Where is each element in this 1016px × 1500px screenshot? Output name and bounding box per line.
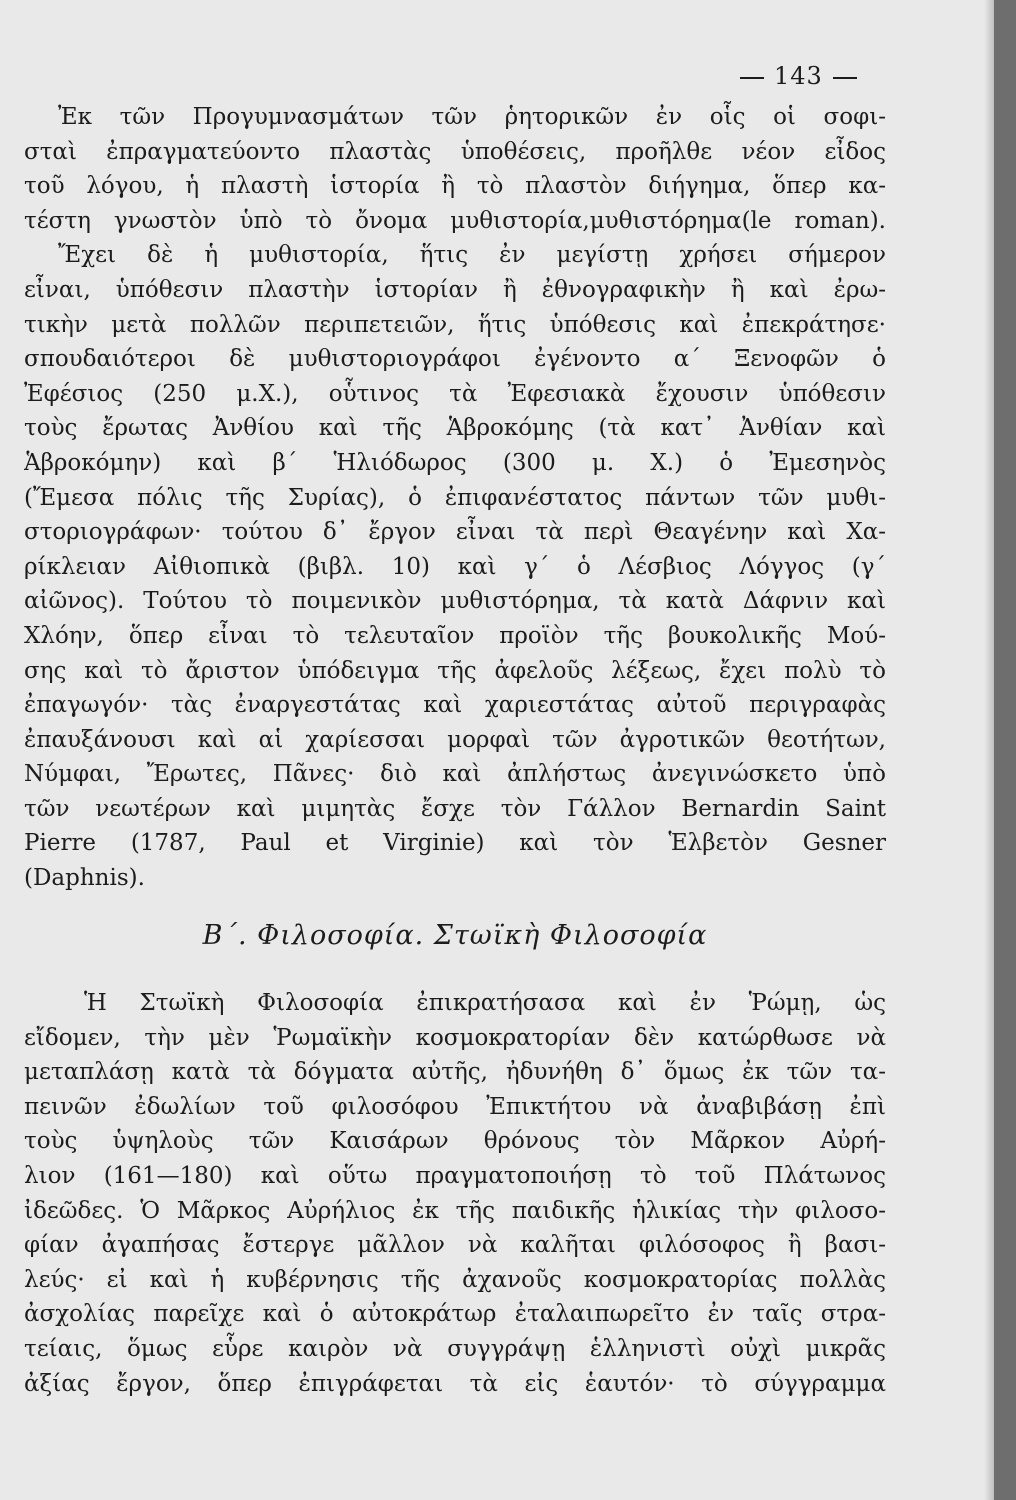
page-number-dash-right: [833, 77, 857, 79]
text-line: αἰῶνος). Τούτου τὸ ποιμενικὸν μυθιστόρημα, τὰ κατὰ Δάφνιν καὶ: [24, 588, 886, 615]
text-line: Ἐφέσιος (250 μ.Χ.), οὗτινος τὰ Ἐφεσιακὰ ἔχουσιν ὑπόθεσιν: [24, 380, 886, 407]
page-number-dash-left: [740, 77, 764, 79]
text-line: τέστη γνωστὸν ὑπὸ τὸ ὄνομα μυθιστορία,μυθιστόρημα(le roman).: [24, 207, 886, 234]
text-line: ἰδεῶδες. Ὁ Μᾶρκος Αὐρήλιος ἐκ τῆς παιδικῆς ἡλικίας τὴν φιλοσο-: [24, 1197, 886, 1224]
text-line: (Ἔμεσα πόλις τῆς Συρίας), ὁ ἐπιφανέστατος πάντων τῶν μυθι-: [24, 484, 886, 511]
text-line: φίαν ἀγαπήσας ἔστεργε μᾶλλον νὰ καλῆται φιλόσοφος ἢ βασι-: [24, 1232, 886, 1259]
text-line: ἀξίας ἔργον, ὅπερ ἐπιγράφεται τὰ εἰς ἑαυτόν· τὸ σύγγραμμα: [24, 1370, 886, 1397]
text-line: ἐπαυξάνουσι καὶ αἱ χαρίεσσαι μορφαὶ τῶν ἀγροτικῶν θεοτήτων,: [24, 726, 886, 753]
text-line: λιον (161—180) καὶ οὕτω πραγματοποιήσῃ τὸ τοῦ Πλάτωνος: [24, 1162, 886, 1189]
text-line: Νύμφαι, Ἔρωτες, Πᾶνες· διὸ καὶ ἀπλήστως ἀνεγινώσκετο ὑπὸ: [24, 761, 886, 788]
text-line: τοὺς ὑψηλοὺς τῶν Καισάρων θρόνους τὸν Μᾶρκον Αὐρή-: [24, 1128, 886, 1155]
text-line: Ἡ Στωϊκὴ Φιλοσοφία ἐπικρατήσασα καὶ ἐν Ῥώμῃ, ὡς: [84, 990, 886, 1016]
page-number: [730, 62, 867, 90]
text-line: τοῦ λόγου, ἡ πλαστὴ ἱστορία ἢ τὸ πλαστὸν διήγημα, ὅπερ κα-: [24, 173, 886, 200]
text-line: λεύς· εἰ καὶ ἡ κυβέρνησις τῆς ἀχανοῦς κοσμοκρατορίας πολλὰς: [24, 1266, 886, 1293]
section-heading: Β΄. Φιλοσοφία. Στωϊκὴ Φιλοσοφία: [202, 920, 708, 951]
text-line: τικὴν μετὰ πολλῶν περιπετειῶν, ἥτις ὑπόθεσις καὶ ἐπεκράτησε·: [24, 311, 886, 338]
page-number-value: 143: [774, 62, 823, 90]
text-line: εἴδομεν, τὴν μὲν Ῥωμαϊκὴν κοσμοκρατορίαν δὲν κατώρθωσε νὰ: [24, 1024, 886, 1051]
text-line: στοριογράφων· τούτου δ᾽ ἔργον εἶναι τὰ περὶ Θεαγένην καὶ Χα-: [24, 519, 886, 546]
section-romance-text: [24, 100, 886, 896]
text-line: Χλόην, ὅπερ εἶναι τὸ τελευταῖον προϊὸν τῆς βουκολικῆς Μού-: [24, 622, 886, 649]
section-stoic-text: [24, 986, 886, 1401]
text-line: τοὺς ἔρωτας Ἀνθίου καὶ τῆς Ἁβροκόμης (τὰ κατ᾽ Ἀνθίαν καὶ: [24, 415, 886, 442]
text-line: ἐπαγωγόν· τὰς ἐναργεστάτας καὶ χαριεστάτας αὐτοῦ περιγραφὰς: [24, 692, 886, 719]
text-line: τείαις, ὅμως εὗρε καιρὸν νὰ συγγράψῃ ἑλληνιστὶ οὐχὶ μικρᾶς: [24, 1335, 886, 1362]
text-line: Pierre (1787, Paul et Virginie) καὶ τὸν Ἑλβετὸν Gesner: [24, 830, 886, 857]
text-line: σης καὶ τὸ ἄριστον ὑπόδειγμα τῆς ἀφελοῦς λέξεως, ἔχει πολὺ τὸ: [24, 657, 886, 684]
text-line: μεταπλάσῃ κατὰ τὰ δόγματα αὐτῆς, ἠδυνήθη δ᾽ ὅμως ἐκ τῶν τα-: [24, 1059, 886, 1086]
text-line: τῶν νεωτέρων καὶ μιμητὰς ἔσχε τὸν Γάλλον Bernardin Saint: [24, 795, 886, 822]
text-line: ρίκλειαν Αἰθιοπικὰ (βιβλ. 10) καὶ γ΄ ὁ Λέσβιος Λόγγος (γ΄: [24, 553, 886, 580]
text-line: σταὶ ἐπραγματεύοντο πλαστὰς ὑποθέσεις, προῆλθε νέον εἶδος: [24, 138, 886, 165]
text-line: (Daphnis).: [24, 865, 145, 892]
text-line: εἶναι, ὑπόθεσιν πλαστὴν ἱστορίαν ἢ ἐθνογραφικὴν ἢ καὶ ἐρω-: [24, 276, 886, 303]
text-line: Ἔχει δὲ ἡ μυθιστορία, ἥτις ἐν μεγίστῃ χρήσει σήμερον: [58, 242, 886, 269]
text-line: σπουδαιότεροι δὲ μυθιστοριογράφοι ἐγένοντο α΄ Ξενοφῶν ὁ: [24, 346, 886, 373]
text-line: Ἁβροκόμην) καὶ β΄ Ἡλιόδωρος (300 μ. Χ.) ὁ Ἐμεσηνὸς: [24, 449, 886, 476]
text-line: Ἐκ τῶν Προγυμνασμάτων τῶν ῥητορικῶν ἐν οἷς οἱ σοφι-: [58, 104, 886, 130]
text-line: ἀσχολίας παρεῖχε καὶ ὁ αὐτοκράτωρ ἐταλαιπωρεῖτο ἐν ταῖς στρα-: [24, 1301, 886, 1328]
text-line: πεινῶν ἐδωλίων τοῦ φιλοσόφου Ἐπικτήτου νὰ ἀναβιβάσῃ ἐπὶ: [24, 1093, 886, 1120]
